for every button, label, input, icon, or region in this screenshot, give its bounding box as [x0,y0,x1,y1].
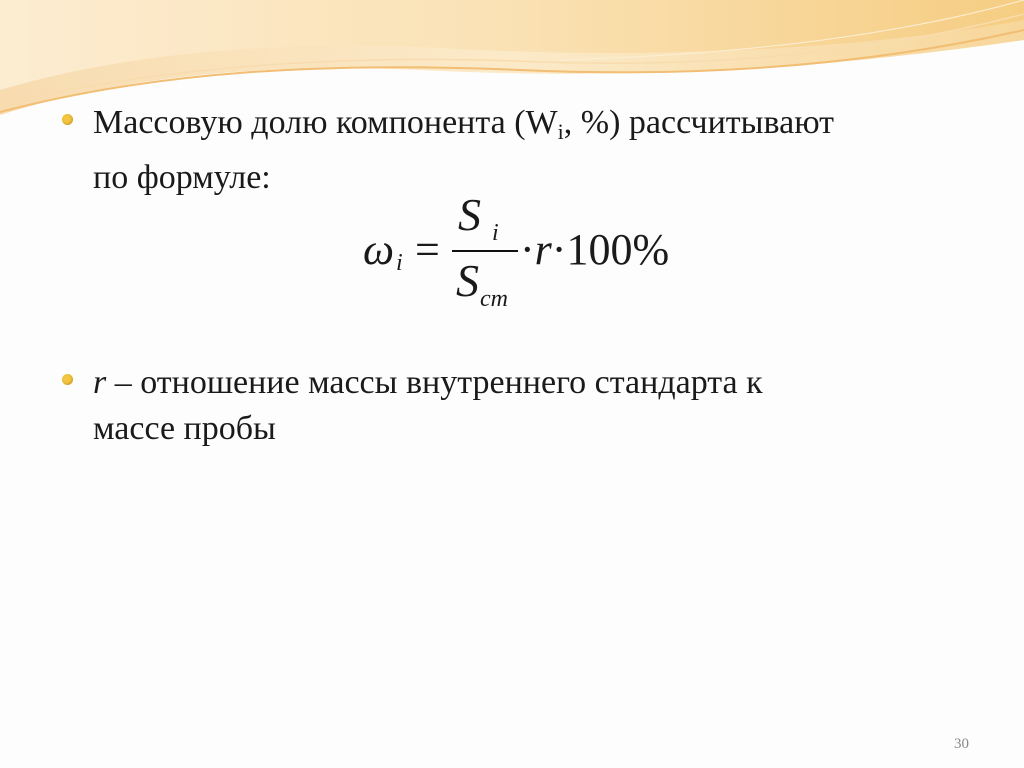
bullet-1-line2: по формуле: [93,159,271,196]
bullet-2-text: – отношение массы внутреннего стандарта к [106,364,763,401]
bullet-text-1 [93,100,834,201]
bullet-2-line2: массе пробы [93,410,276,447]
formula-r: r [534,225,552,274]
formula-numerator: S [458,189,481,240]
bullet-1-text-start: Массовую долю компонента (W [93,104,558,141]
bullet-icon [62,114,73,125]
bullet-text-2 [93,360,763,452]
bullet-icon [62,374,73,385]
formula-dot-1: · [520,225,535,274]
bullet-1-text-end: , %) рассчитывают [563,104,835,141]
page-number: 30 [954,736,969,752]
formula-omega-subscript: i [396,250,403,276]
formula-omega: ω [363,225,395,274]
mass-fraction-formula [360,189,700,322]
formula-denominator: S [456,255,479,306]
bullet-item-1 [62,100,962,201]
formula-denominator-subscript: ст [480,286,508,312]
bullet-1-subscript: i [557,119,564,144]
formula-dot-2: · [551,225,567,274]
bullet-2-symbol: r [93,364,107,401]
bullet-item-2 [62,360,962,452]
formula-numerator-subscript: i [492,220,499,246]
fraction-bar [452,250,518,252]
formula-percent: 100% [566,225,670,274]
formula-multiplier [520,224,669,275]
formula-equals: = [415,225,440,274]
